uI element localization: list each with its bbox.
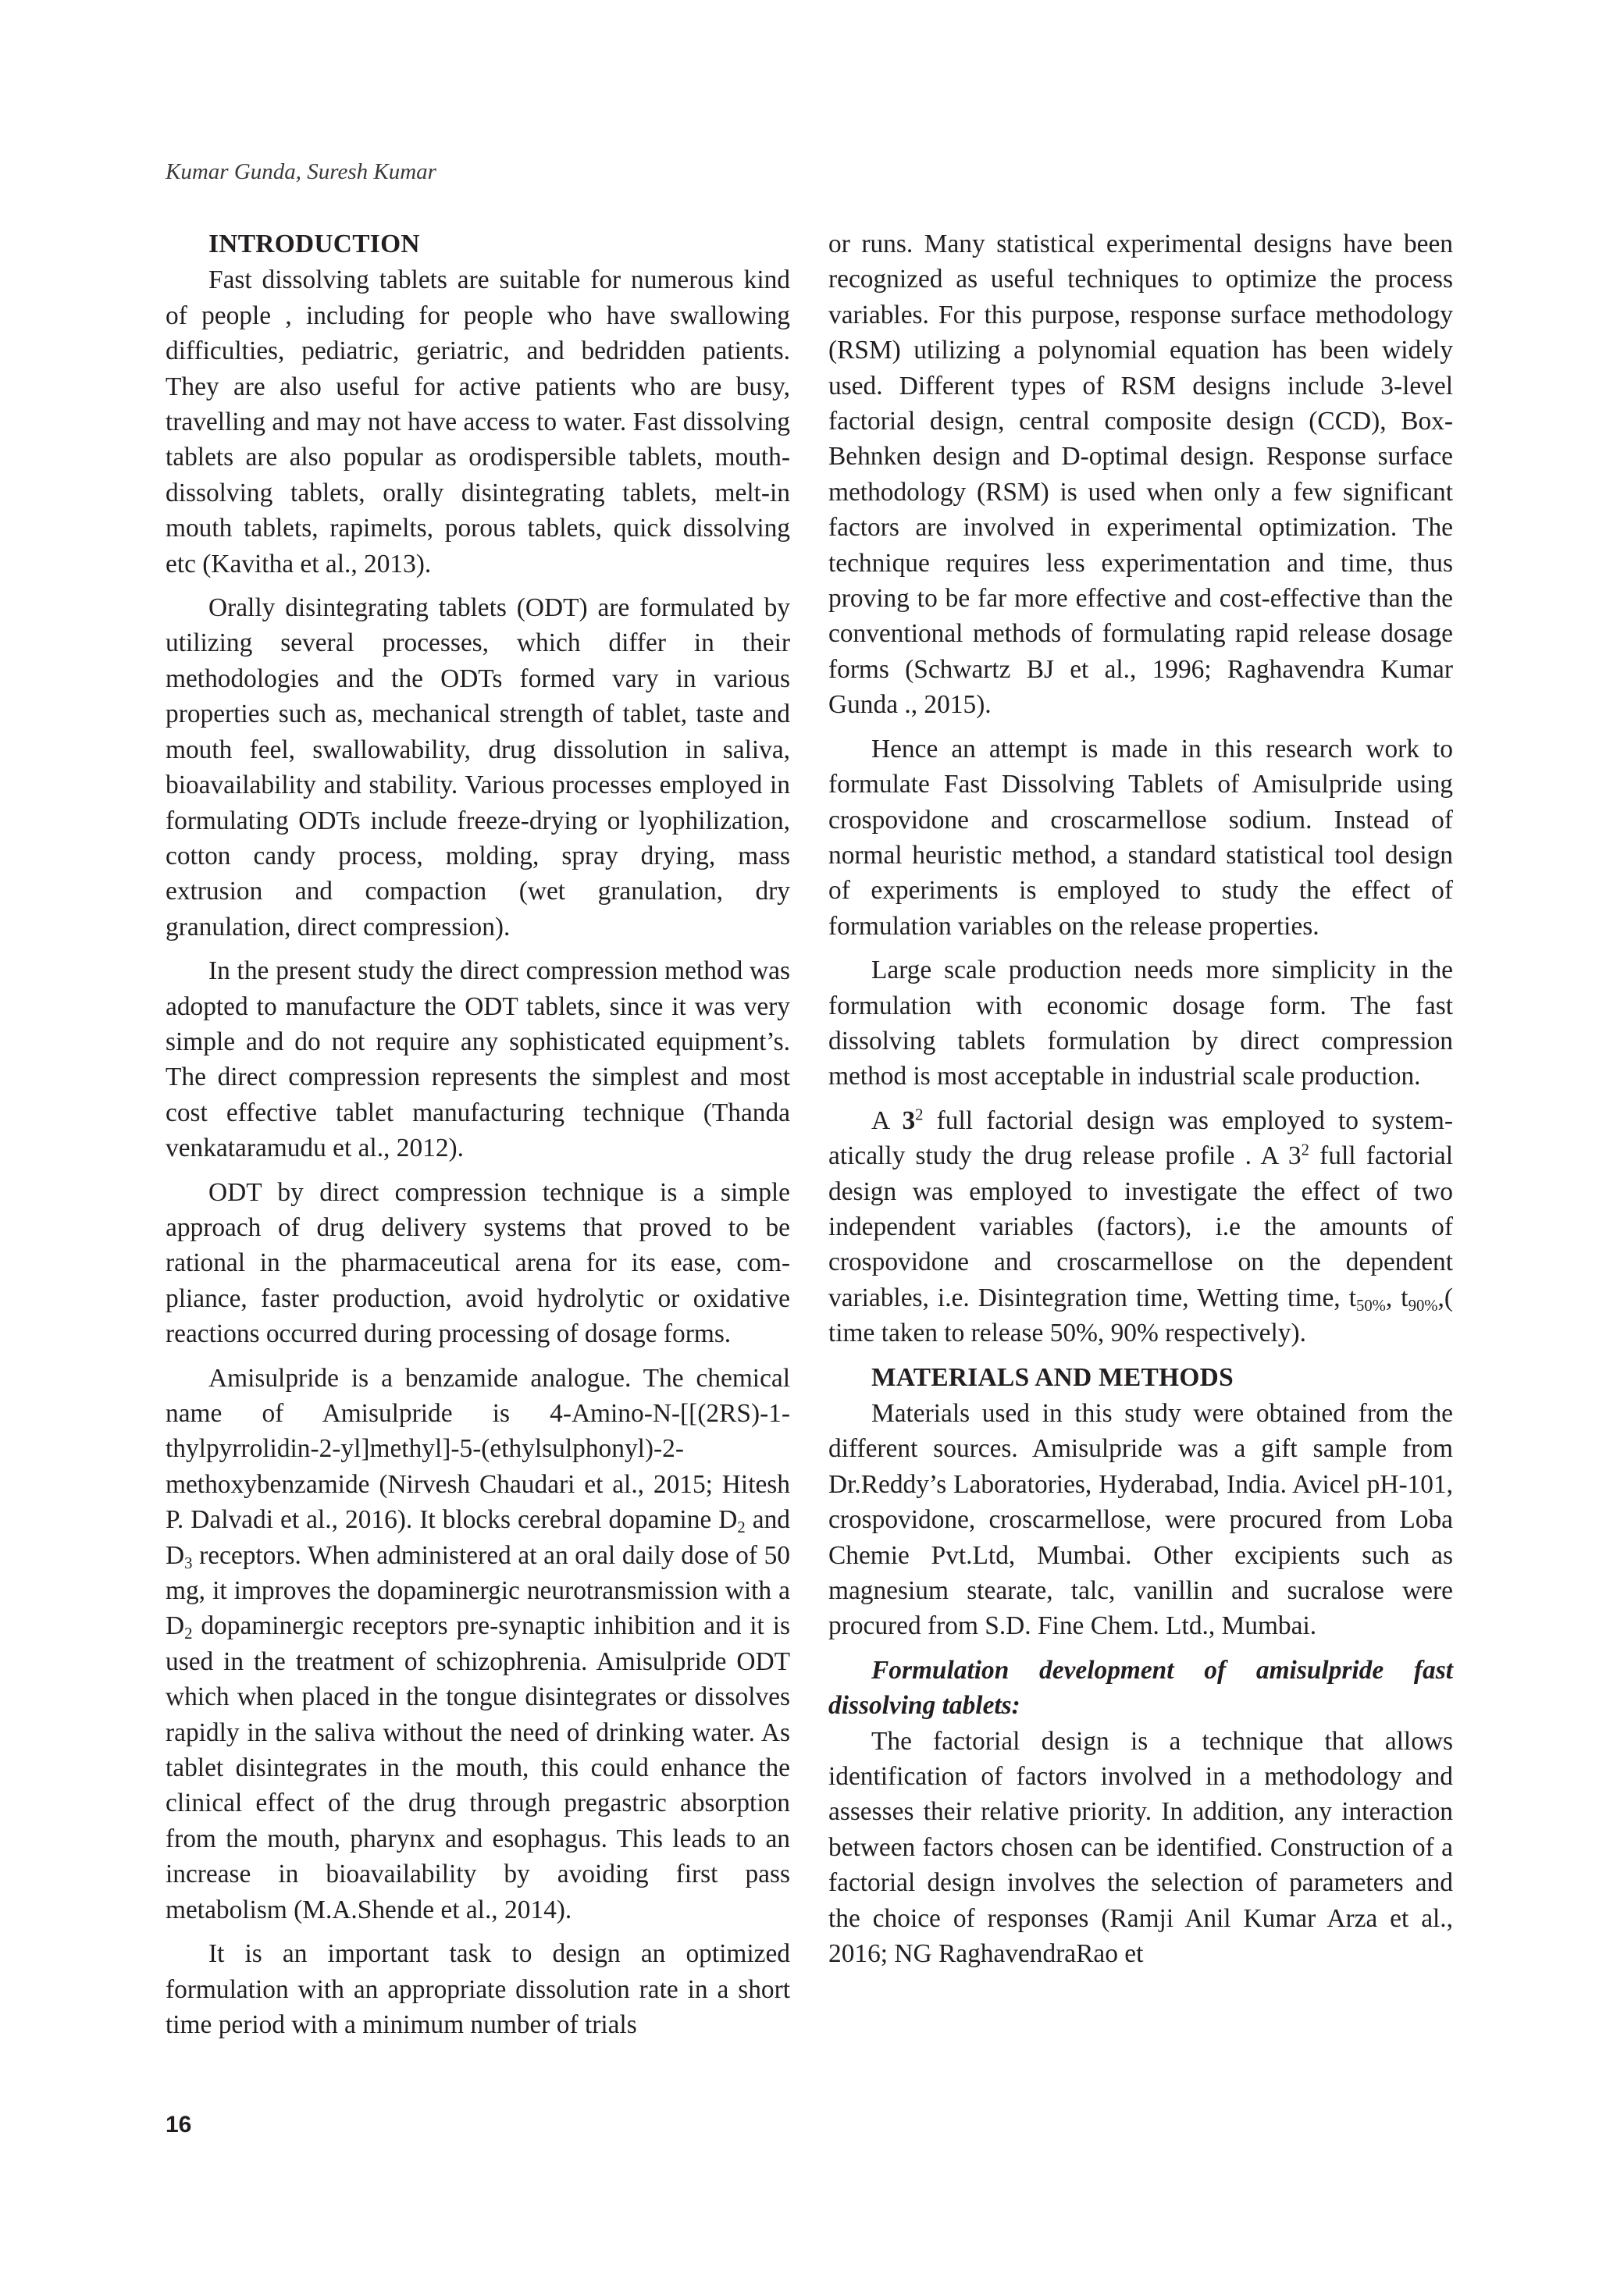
page-number: 16 <box>166 2112 192 2138</box>
subscript: 90% <box>1408 1297 1438 1315</box>
superscript: 2 <box>1301 1141 1309 1159</box>
paragraph <box>166 1361 790 1928</box>
paragraph: Orally disintegrating tablets (ODT) are formulated by utilizing several processes, which differ in their methodologies and the ODTs formed vary in various properties such as, mechanical strength of tablet, taste and mouth feel, swallowability, drug dissolution in saliva, bioavailability and stability. Various processes employed in formulating ODTs include freeze-drying or lyophilization, cotton candy process, molding, spray drying, mass extrusion and compaction (wet granulation, dry granulation, direct compression). <box>166 593 790 942</box>
text-run: A <box>871 1105 903 1135</box>
left-column <box>166 226 790 2051</box>
subscript: 50% <box>1355 1297 1386 1315</box>
text-run: , t <box>1385 1283 1408 1312</box>
paragraph: Materials used in this study were obtained from the different sources. Amisulpride was a gift sample from Dr.Reddy’s Laboratories, Hyderabad, India. Avicel pH-101, crospovidone, croscarmellose, were procured from Loba Chemie Pvt.Ltd, Mumbai. Other excipients such as magnesium stearate, talc, vanillin and sucralose were procured from S.D. Fine Chem. Ltd., Mumbai. <box>828 1399 1453 1641</box>
superscript: 2 <box>915 1106 924 1124</box>
subscript: 3 <box>184 1554 193 1572</box>
paragraph: ODT by direct compression technique is a simple approach of drug delivery systems that proved to be rational in the pharmaceutical arena for its ease, compliance, faster production, avoid hydrolytic or oxidative reactions occurred during processing of dosage forms. <box>166 1177 790 1349</box>
text-run: ,( time taken to release 50%, 90% respectively). <box>828 1283 1453 1348</box>
text-run: and D <box>166 1505 790 1570</box>
section-heading-materials-methods: MATERIALS AND METHODS <box>871 1362 1234 1392</box>
section-heading-introduction: INTRODUCTION <box>208 230 420 258</box>
paragraph: Large scale production needs more simplicity in the formulation with economic dosage form. The fast dissolving tablets formulation by direct compression method is most acceptable in industrial scale production. <box>828 956 1453 1091</box>
subsection-heading: Formulation development of amisulpride fast dissolving tablets: <box>828 1655 1453 1721</box>
paragraph <box>828 1103 1453 1351</box>
paragraph: Hence an attempt is made in this research work to formulate Fast Dissolving Tablets of Amisulpride using crospovidone and croscarmellose sodium. Instead of normal heuristic method, a standard statistical tool design of experiments is employed to study the effect of formulation variables on the release properties. <box>828 734 1453 941</box>
subscript: 2 <box>737 1519 746 1537</box>
text-run: dopaminergic receptors pre-synaptic inhibition and it is used in the treatment of schizophrenia. Amisulpride ODT which when placed in the tongue disintegrates or dissolves rapidly in the saliva without the need of drinking water. As tablet disintegrates in the mouth, this could enhance the clinical effect of the drug through pregastric absorption from the mouth, pharynx and esophagus. This leads to an increase in bioavailability by avoiding first pass metabolism (M.A.Shende et al., 2014). <box>166 1611 790 1924</box>
paragraph: It is an important task to design an optimized formulation with an appropriate dissolution rate in a short time period with a minimum number of trials <box>166 1939 790 2039</box>
bold-number: 3 <box>902 1105 916 1135</box>
paragraph: In the present study the direct compression method was adopted to manufacture the ODT tablets, since it was very simple and do not require any sophisticated equipment’s. The direct compression represents the simplest and most cost effective tablet manufacturing technique (Thanda venkataramudu et al., 2012). <box>166 956 790 1163</box>
text-run: full factorial design was employed to investigate the effect of two independent variables (factors), i.e the amounts of crospovidone and croscarmellose on the dependent variables, i.e. Disintegration time, Wetting time, t <box>828 1141 1453 1312</box>
right-column <box>828 226 1453 1981</box>
text-run: receptors. When administered at an oral daily dose of 50 mg, it improves the dopaminergic neurotransmission with a D <box>166 1540 790 1641</box>
text-run: Amisulpride is a benzamide analogue. The chemical name of Amisulpride is 4-Amino-N-[[(2RS)-1-thylpyrrolidin-2-yl]methyl]-5-(ethylsulphonyl)-2-methoxybenzamide (Nirvesh Chaudari et al., 2015; Hitesh P. Dalvadi et al., 2016). It blocks cerebral dopamine D <box>166 1363 790 1535</box>
paragraph: Fast dissolving tablets are suitable for numerous kind of people , including for people who have swallowing difficulties, pediatric, geriatric, and bedridden patients. They are also useful for active patients who are busy, travelling and may not have access to water. Fast dissolving tablets are also popular as orodispersible tablets, mouth-dissolving tablets, orally disintegrating tablets, melt-in mouth tablets, rapimelts, porous tablets, quick dissolving etc (Kavitha et al., 2013). <box>166 265 790 578</box>
paragraph: or runs. Many statistical experimental designs have been recognized as useful techniques to optimize the process variables. For this purpose, response surface methodology (RSM) utilizing a polynomial equation has been widely used. Different types of RSM designs include 3-level factorial design, central composite design (CCD), Box-Behnken design and D-optimal design. Response surface methodology (RSM) is used when only a few significant factors are involved in experimental optimization. The technique requires less experimentation and time, thus proving to be far more effective and cost-effective than the conventional methods of formulating rapid release dosage forms (Schwartz BJ et al., 1996; Raghavendra Kumar Gunda ., 2015). <box>828 230 1453 720</box>
paragraph: The factorial design is a technique that allows identification of factors involved in a methodology and assesses their relative priority. In addition, any interaction between factors chosen can be identified. Construction of a factorial design involves the selection of parameters and the choice of responses (Ramji Anil Kumar Arza et al., 2016; NG RaghavendraRao et <box>828 1726 1453 1969</box>
text-run: full factorial design was employed to systematically study the drug release profile . A 3 <box>828 1105 1453 1171</box>
running-head: Kumar Gunda, Suresh Kumar <box>166 159 436 184</box>
subscript: 2 <box>184 1625 193 1643</box>
